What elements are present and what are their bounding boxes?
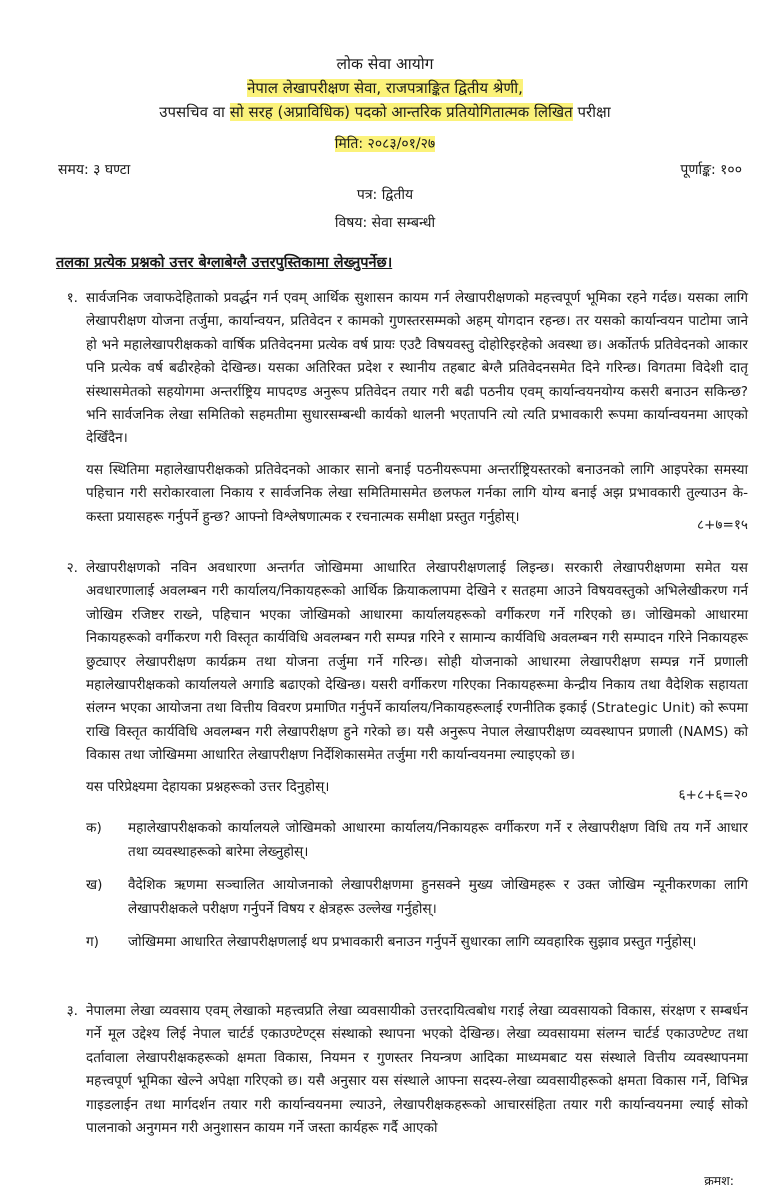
question-number: २. xyxy=(66,560,78,576)
question-number: १. xyxy=(66,290,78,306)
post-line-pre: उपसचिव वा xyxy=(159,103,230,121)
organization-title: लोक सेवा आयोग xyxy=(336,55,434,73)
sub-question-text: जोखिममा आधारित लेखापरीक्षणलाई थप प्रभावकारी बनाउन गर्नुपर्ने सुधारका लागि व्यवहारिक सुझाव प्रस्तुत गर्नुहोस्। xyxy=(128,934,697,951)
sub-question-ga xyxy=(86,931,748,954)
sub-question-kha xyxy=(86,874,748,921)
question-paragraph: नेपालमा लेखा व्यवसाय एवम् लेखाको महत्त्वप्रति लेखा व्यवसायीको उत्तरदायित्वबोध गराई लेखा व्यवसायको विकास, संरक्षण र सम्बर्धन गर्ने मूल उद्देश्य लिई नेपाल चार्टर्ड एकाउण्टेण्ट्स संस्थाको स्थापना भएको देखिन्छ। लेखा व्यवसायमा संलग्न चार्टर्ड एकाउण्टेण्ट तथा दर्तावाला लेखापरीक्षकहरूको क्षमता विकास, नियमन र गुणस्तर नियन्त्रण आदिका माध्यमबाट यस संस्थाले वित्तीय व्यवस्थापनमा महत्त्वपूर्ण भूमिका खेल्ने अपेक्षा गरिएको छ। यसै अनुसार यस संस्थाले आफ्ना सदस्य-लेखा व्यवसायीहरूको क्षमता विकास गर्ने, विभिन्न गाइडलाईन तथा मार्गदर्शन तयार गरी कार्यान्वयनमा ल्याउने, लेखापरीक्षकहरूको आचारसंहिता तयार गरी कार्यान्वयनमा ल्याई सोको पालनाको अनुगमन गरी अनुशासन कायम गर्ने जस्ता कार्यहरू गर्दै आएको xyxy=(86,1003,748,1137)
question-prompt: यस परिप्रेक्ष्यमा देहायका प्रश्नहरूको उत्तर दिनुहोस्। xyxy=(86,778,330,795)
post-line-post: परीक्षा xyxy=(572,103,611,121)
time-allowed: समय: ३ घण्टा xyxy=(58,162,131,178)
question-2 xyxy=(28,557,748,955)
question-number: ३. xyxy=(66,1003,78,1019)
question-paragraph: सार्वजनिक जवाफदेहिताको प्रवर्द्धन गर्न एवम् आर्थिक सुशासन कायम गर्न लेखापरीक्षणको महत्त्वपूर्ण भूमिका रहने गर्दछ। यसका लागि लेखापरीक्षण योजना तर्जुमा, कार्यान्वयन, प्रतिवेदन र कामको गुणस्तरसम्मको अहम् योगदान रहन्छ। तर यसको कार्यान्वयन पाटोमा जाने हो भने महालेखापरीक्षकको वार्षिक प्रतिवेदनमा प्रत्येक वर्ष प्रायः एउटै विषयवस्तु दोहोरिइरहेको अवस्था छ। अर्कोतर्फ प्रतिवेदनको आकार पनि प्रत्येक वर्ष बढीरहेको देखिन्छ। यसका अतिरिक्त प्रदेश र स्थानीय तहबाट बेग्लै प्रतिवेदनसमेत दिने गरिन्छ। विगतमा विदेशी दातृ संस्थासमेतको सहयोगमा अन्तर्राष्ट्रिय मापदण्ड अनुरूप प्रतिवेदन तयार गरी बढी पठनीय एवम् कार्यान्वयनयोग्य कसरी बनाउन सकिन्छ? भनि सार्वजनिक लेखा समितिको सहमतीमा सुधारसम्बन्धी कार्यको थालनी भएतापनि त्यो त्यति प्रभावकारी रूपमा कार्यान्वयनमा आएको देखिँदैन। xyxy=(86,290,748,447)
sub-question-text: महालेखापरीक्षकको कार्यालयले जोखिमको आधारमा कार्यालय/निकायहरू वर्गीकरण गर्ने र लेखापरीक्षण विधि तय गर्ने आधार तथा व्यवस्थाहरूको बारेमा लेख्नुहोस्। xyxy=(128,820,748,860)
question-paragraph: लेखापरीक्षणको नविन अवधारणा अन्तर्गत जोखिममा आधारित लेखापरीक्षणलाई लिइन्छ। सरकारी लेखापरीक्षणमा समेत यस अवधारणालाई अवलम्बन गरी कार्यालय/निकायहरूको आर्थिक क्रियाकलापमा देखिने र सतहमा आउने विषयवस्तुको अभिलेखीकरण गर्न जोखिम रजिष्टर राख्ने, पहिचान भएका जोखिमको आधारमा कार्यालयहरूको वर्गीकरण गर्ने गरिएको छ। जोखिमको आधारमा निकायहरूको वर्गीकरण गरी विस्तृत कार्यविधि अवलम्बन गरी सम्पन्न गरिने र सामान्य कार्यविधि अवलम्बन गरी सम्पादन गरिने निकायहरू छुट्याएर लेखापरीक्षण कार्यक्रम तथा योजना तर्जुमा गर्ने गरिन्छ। सोही योजनाको आधारमा लेखापरीक्षण सम्पन्न गर्ने प्रणाली महालेखापरीक्षकको कार्यालयले अगाडि बढाएको देखिन्छ। यसरी वर्गीकरण गरिएका निकायहरूमा केन्द्रीय निकाय तथा वैदेशिक सहायता संलग्न भएका आयोजना तथा वित्तीय विवरण प्रमाणित गर्नुपर्ने कार्यालय/निकायहरूलाई रणनीतिक इकाई (Strategic Unit) को रूपमा राखि विस्तृत कार्यविधि अवलम्बन गरी लेखापरीक्षण हुने गरेको छ। यसै अनुरूप नेपाल लेखापरीक्षण व्यवस्थापन प्रणाली (NAMS) को विकास तथा जोखिममा आधारित लेखापरीक्षण निर्देशिकासमेत तर्जुमा गरी कार्यान्वयनमा ल्याइएको छ। xyxy=(86,560,748,764)
paper-number: पत्र: द्वितीय xyxy=(356,187,414,203)
sub-question-text: वैदेशिक ऋणमा सञ्चालित आयोजनाको लेखापरीक्षणमा हुनसक्ने मुख्य जोखिमहरू र उक्त जोखिम न्यूनीकरणका लागि लेखापरीक्षकले परीक्षण गर्नुपर्ने विषय र क्षेत्रहरू उल्लेख गर्नुहोस्। xyxy=(128,877,748,917)
sub-question-ka xyxy=(86,817,748,864)
question-marks: ८+७=१५ xyxy=(696,517,748,534)
service-line-text: नेपाल लेखापरीक्षण सेवा, राजपत्राङ्कित द्वितीय श्रेणी, xyxy=(247,79,523,97)
subject: विषय: सेवा सम्बन्धी xyxy=(334,215,436,231)
sub-question-label: ग) xyxy=(86,934,99,951)
post-line xyxy=(0,102,770,122)
question-marks: ६+८+६=२० xyxy=(678,787,748,804)
full-marks: पूर्णाङ्क: १०० xyxy=(680,162,742,178)
exam-date-text: मिति: २०८३/०१/२७ xyxy=(334,136,436,152)
sub-question-label: क) xyxy=(86,820,102,837)
exam-date xyxy=(0,134,770,153)
service-line xyxy=(0,78,770,98)
question-prompt: यस स्थितिमा महालेखापरीक्षकको प्रतिवेदनको आकार सानो बनाई पठनीयरूपमा अन्तर्राष्ट्रियस्तरको बनाउनको लागि आइपरेका समस्या पहिचान गरी सरोकारवाला निकाय र सार्वजनिक लेखा समितिमासमेत छलफल गर्नका लागि योग्य बनाई अझ प्रभावकारी तुल्याउन के-कस्ता प्रयासहरू गर्नुपर्ने हुन्छ? आफ्नो विश्लेषणात्मक र रचनात्मक समीक्षा प्रस्तुत गर्नुहोस्। xyxy=(86,461,748,525)
sub-question-label: ख) xyxy=(86,877,103,894)
question-1 xyxy=(28,287,748,537)
continued-label: क्रमश: xyxy=(704,1173,734,1188)
question-3 xyxy=(28,1000,748,1148)
post-line-highlight: सो सरह (अप्राविधिक) पदको आन्तरिक प्रतियोगितात्मक लिखित xyxy=(229,103,573,121)
instruction: तलका प्रत्येक प्रश्नको उत्तर बेग्लाबेग्लै उत्तरपुस्तिकामा लेख्नुपर्नेछ। xyxy=(56,255,393,271)
